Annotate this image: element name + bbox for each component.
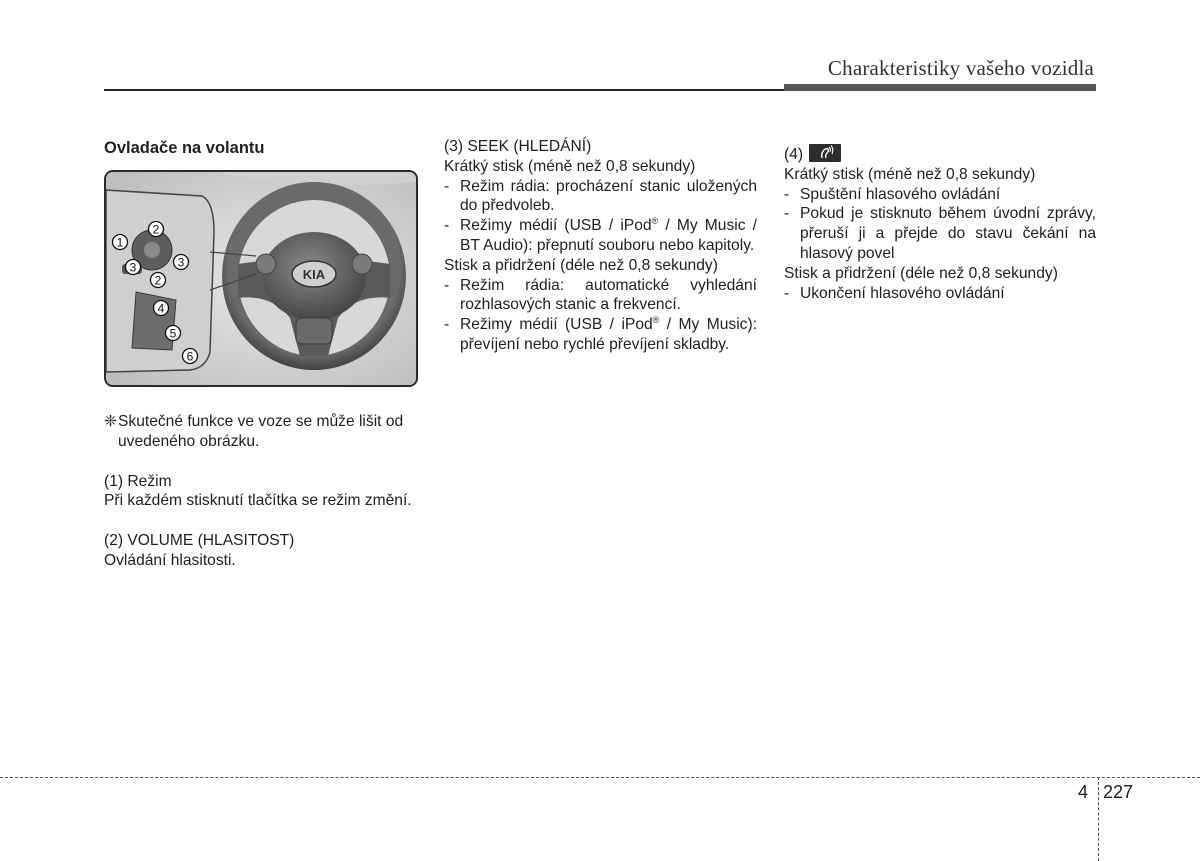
disclaimer-note [104,412,416,452]
list-item: - Režimy médií (USB / iPod® / My Music / BT Audio): přepnutí souboru nebo kapitoly. [444,216,757,254]
callout-5 [166,326,181,341]
svg-text:KIA: KIA [302,267,326,282]
voice-long-press: Stisk a přidržení (déle než 0,8 sekundy) [784,264,1058,282]
svg-text:6: 6 [186,349,194,364]
chapter-number: 4 [1078,782,1089,802]
seek-long-press: Stisk a přidržení (déle než 0,8 sekundy) [444,256,718,274]
svg-text:5: 5 [169,326,177,341]
svg-text:2: 2 [152,222,160,237]
footer-divider [0,777,1200,778]
mode-text: Při každém stisknutí tlačítka se režim změní. [104,492,412,510]
note-text: Skutečné funkce ve voze se může lišit od uvedeného obrázku. [118,413,404,450]
page-header-title: Charakteristiky vašeho vozidla [827,56,1094,80]
list-item: - Režim rádia: automatické vyhledání rozhlasových stanic a frekvencí. [444,276,757,314]
column-middle [444,137,757,355]
list-item: - Spuštění hlasového ovládání [784,185,1001,203]
callout-3-left [126,260,141,275]
voice-short-press: Krátký stisk (méně než 0,8 sekundy) [784,165,1036,183]
callout-4 [154,301,169,316]
callout-2-top [149,222,164,237]
mode-heading: (1) Režim [104,472,172,490]
svg-text:2: 2 [154,273,162,288]
callout-1 [113,235,128,250]
header-rule-thick [784,84,1096,91]
svg-text:4: 4 [157,301,165,316]
list-item: - Režim rádia: procházení stanic uložených do předvoleb. [444,177,757,215]
section-title: Ovladače na volantu [104,139,265,157]
callout-3-right [174,255,189,270]
svg-text:3: 3 [177,255,185,270]
callout-6 [183,349,198,364]
seek-short-press: Krátký stisk (méně než 0,8 sekundy) [444,157,696,175]
header-rule-thin [104,89,784,91]
callout-2-bottom [151,273,166,288]
page-number: 227 [1103,782,1134,802]
footer-vertical-divider [1098,777,1099,861]
column-left [104,139,416,159]
column-left-text [104,412,416,571]
steering-wheel-illustration [106,172,416,385]
svg-text:3: 3 [129,260,137,275]
volume-heading: (2) VOLUME (HLASITOST) [104,532,295,550]
volume-text: Ovládání hlasitosti. [104,551,236,569]
voice-heading: (4) [784,144,1096,165]
svg-text:1: 1 [116,235,124,250]
steering-wheel-figure [104,170,418,387]
note-mark-icon: ❈ [104,413,118,430]
voice-recognition-icon [809,144,841,162]
seek-heading: (3) SEEK (HLEDÁNÍ) [444,138,592,155]
list-item: - Režimy médií (USB / iPod® / My Music): převíjení nebo rychlé převíjení skladby. [444,314,757,353]
list-item: - Pokud je stisknuto během úvodní zprávy, přeruší ji a přejde do stavu čekání na hlasový povel [784,205,1096,262]
column-right [784,144,1096,303]
list-item: - Ukončení hlasového ovládání [784,284,1005,302]
